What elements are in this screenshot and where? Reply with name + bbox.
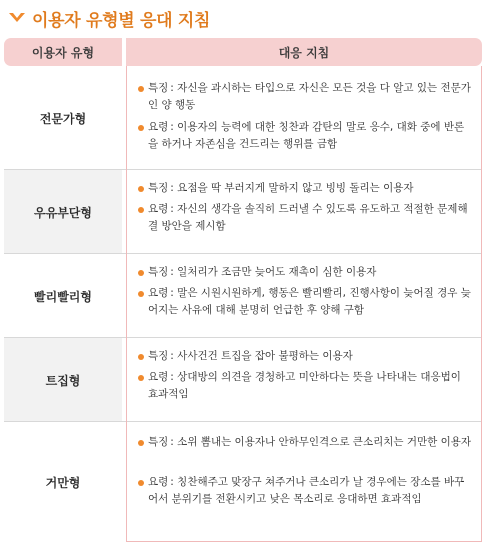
tip-text: : 자신의 생각을 솔직히 드러낼 수 있도록 유도하고 적절한 문제해결 방안을 제시함: [148, 203, 468, 232]
trait-item: [138, 180, 474, 197]
header-guideline: 대응 지침: [126, 38, 482, 66]
tip-text: : 이용자의 능력에 대한 칭찬과 감탄의 말로 응수, 대화 중에 반론을 하거나 자존심을 건드리는 행위를 금함: [148, 121, 465, 150]
trait-label: 특징: [148, 82, 169, 94]
chevron-down-icon: [6, 7, 28, 29]
title-row: [6, 4, 210, 32]
bullet-icon: [138, 480, 144, 486]
bullet-icon: [138, 207, 144, 213]
table-row: [4, 66, 482, 170]
user-type-cell: 전문가형: [39, 111, 87, 126]
bullet-icon: [138, 125, 144, 131]
tip-label: 요령: [148, 476, 169, 488]
trait-label: 특징: [148, 266, 169, 278]
trait-text: : 사사건건 트집을 잡아 불평하는 이용자: [170, 350, 353, 362]
trait-label: 특징: [148, 182, 169, 194]
guideline-cell: [126, 254, 482, 338]
tip-label: 요령: [148, 121, 169, 133]
trait-text: : 일처리가 조금만 늦어도 재촉이 심한 이용자: [170, 266, 377, 278]
guideline-cell: [126, 338, 482, 422]
column-divider: [126, 66, 127, 542]
tip-item: [138, 369, 474, 403]
user-type-cell: 트집형: [4, 338, 122, 422]
guideline-cell: [126, 422, 482, 542]
tip-text: : 상대방의 의견을 경청하고 미안하다는 뜻을 나타내는 대응법이 효과적임: [148, 371, 461, 400]
tip-item: [138, 119, 474, 153]
user-type-cell: 거만형: [45, 475, 81, 490]
bullet-icon: [138, 375, 144, 381]
tip-item: [138, 285, 474, 319]
tip-label: 요령: [148, 203, 169, 215]
tip-item: [138, 474, 474, 508]
trait-text: : 요점을 딱 부러지게 말하지 않고 빙빙 돌리는 이용자: [170, 182, 414, 194]
user-type-cell: 우유부단형: [4, 170, 122, 254]
table-right-border: [481, 66, 482, 542]
header-user-type: 이용자 유형: [4, 38, 122, 66]
trait-item: [138, 348, 474, 365]
guideline-cell: [126, 170, 482, 254]
bullet-icon: [138, 186, 144, 192]
trait-item: [138, 80, 474, 114]
bullet-icon: [138, 291, 144, 297]
table-row: [4, 170, 482, 254]
tip-label: 요령: [148, 287, 169, 299]
tip-label: 요령: [148, 371, 169, 383]
guide-table: [4, 38, 482, 542]
tip-text: : 말은 시원시원하게, 행동은 빨리빨리, 진행사항이 늦어질 경우 늦어지는 사유에 대해 분명히 언급한 후 양해 구함: [148, 287, 471, 316]
table-row: [4, 338, 482, 422]
bullet-icon: [138, 270, 144, 276]
trait-text: : 자신을 과시하는 타입으로 자신은 모든 것을 다 알고 있는 전문가인 양 행동: [148, 82, 471, 111]
guideline-cell: [126, 66, 482, 170]
tip-text: : 칭찬해주고 맞장구 쳐주거나 큰소리가 날 경우에는 장소를 바꾸어서 분위기를 전환시키고 낮은 목소리로 응대하면 효과적임: [148, 476, 465, 505]
trait-text: : 소위 뽐내는 이용자나 안하무인격으로 큰소리치는 거만한 이용자: [170, 436, 472, 448]
table-row: [4, 254, 482, 338]
table-row: [4, 422, 482, 542]
page-title: 이용자 유형별 응대 지침: [32, 10, 211, 31]
trait-label: 특징: [148, 436, 169, 448]
table-bottom-border: [126, 541, 482, 542]
trait-item: [138, 434, 474, 451]
bullet-icon: [138, 354, 144, 360]
bullet-icon: [138, 440, 144, 446]
trait-item: [138, 264, 474, 281]
tip-item: [138, 201, 474, 235]
bullet-icon: [138, 86, 144, 92]
user-type-cell: 빨리빨리형: [34, 289, 92, 304]
trait-label: 특징: [148, 350, 169, 362]
